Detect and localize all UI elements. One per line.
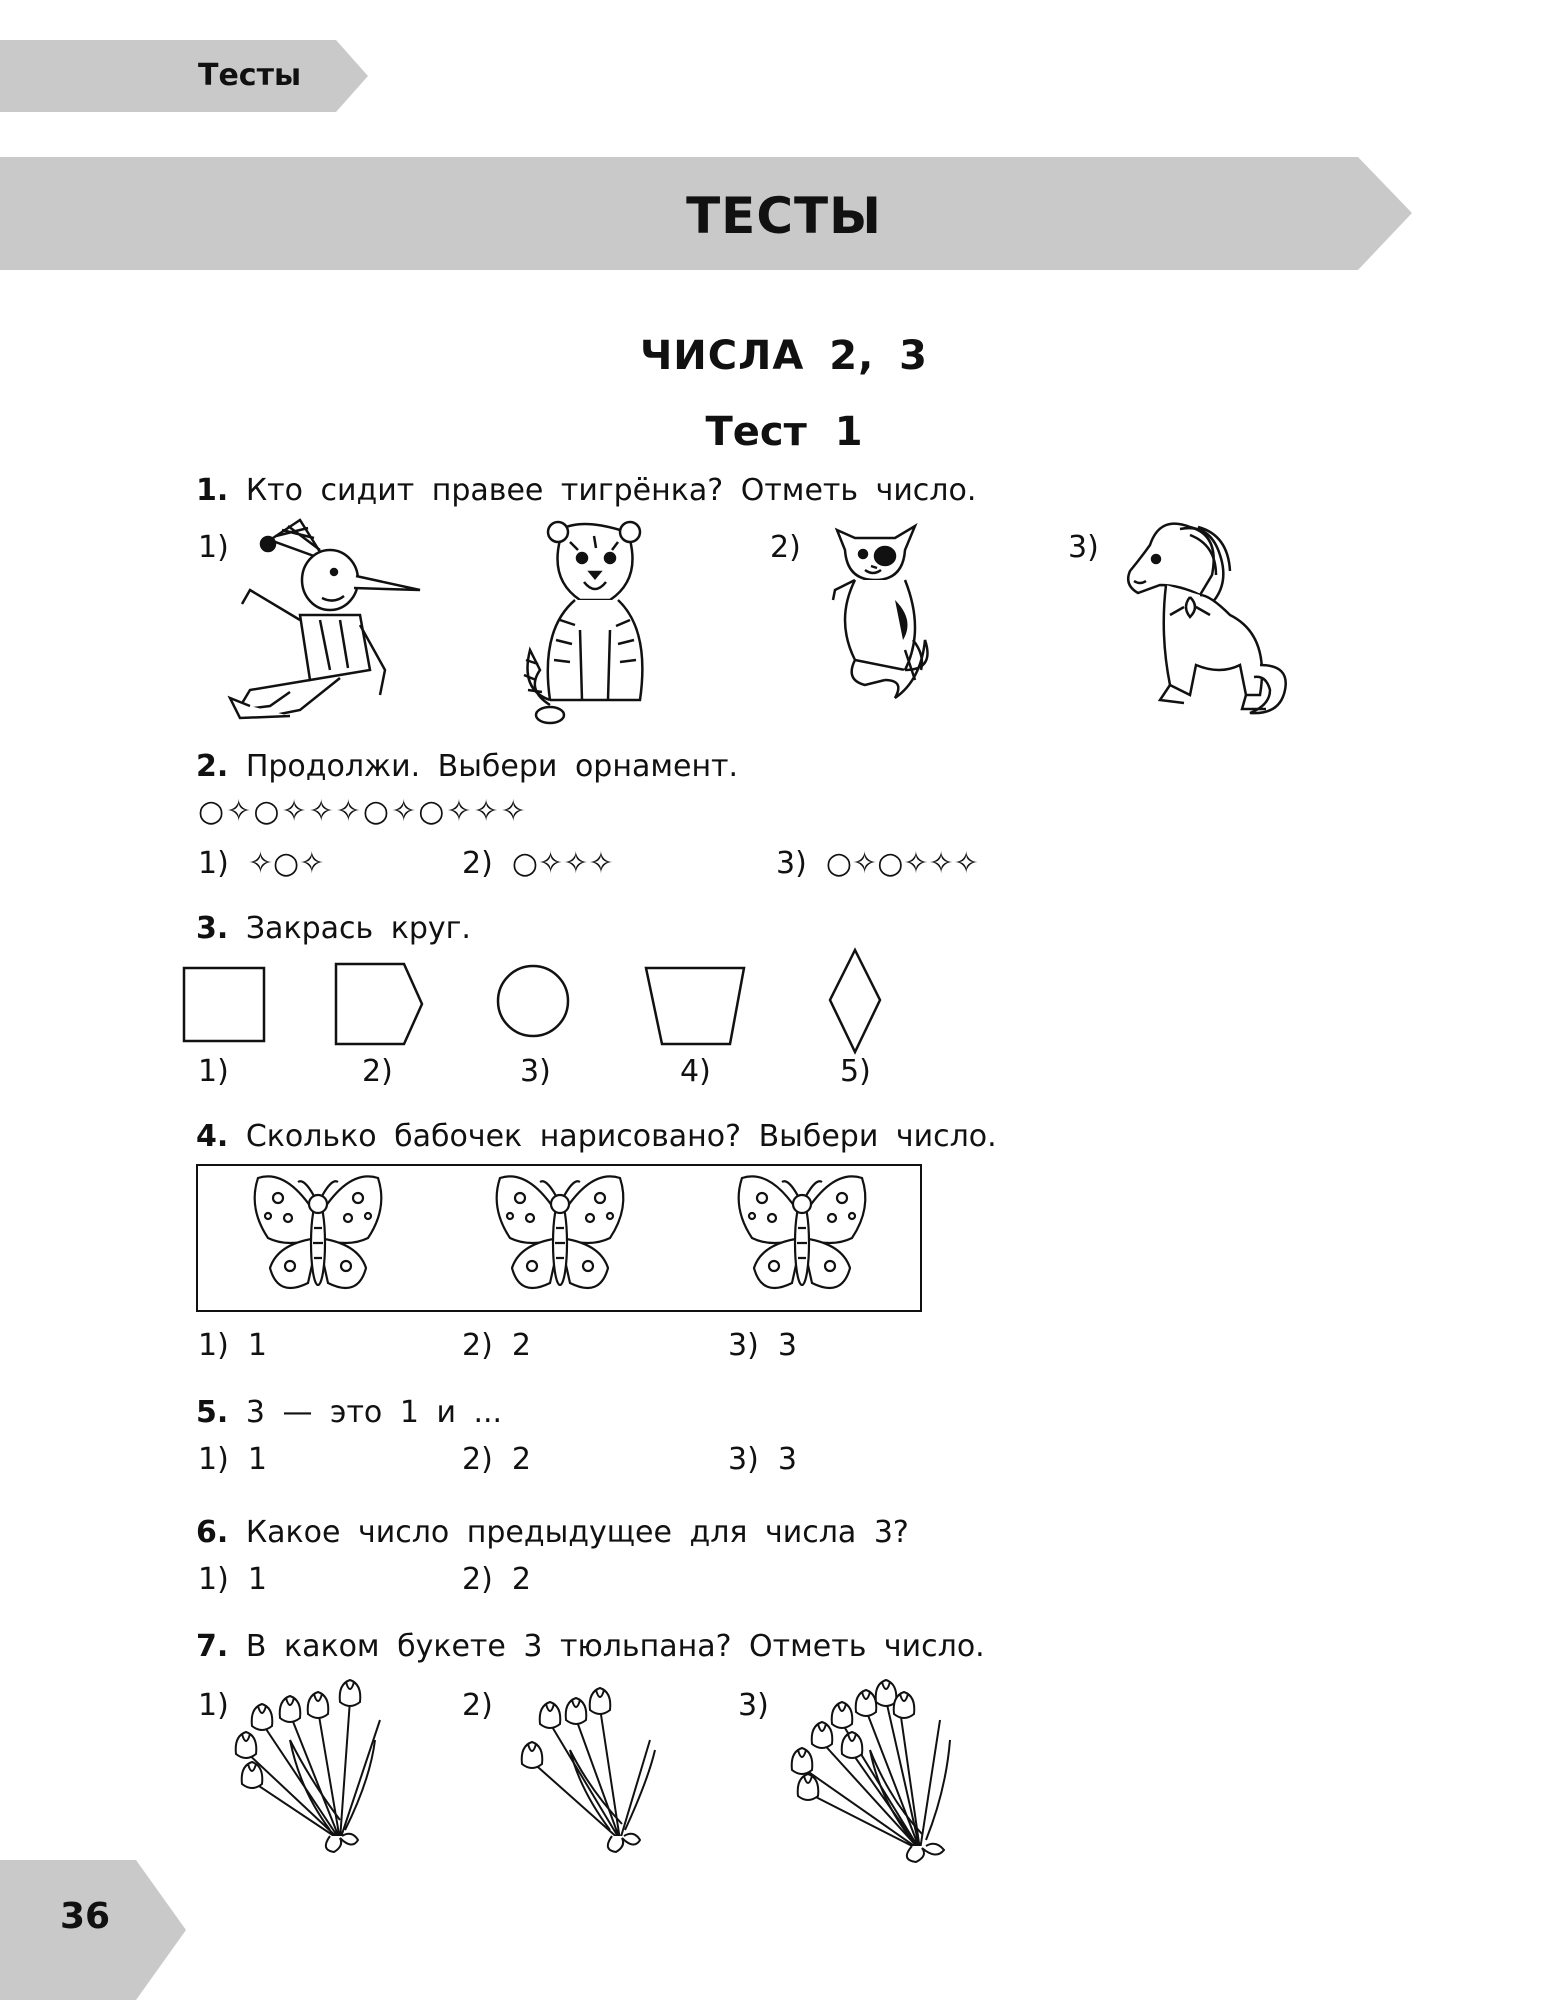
question-2-option-2-label: 2) <box>462 846 493 881</box>
pinocchio-picture <box>230 520 420 720</box>
question-7-option-2[interactable]: 2) <box>462 1688 493 1723</box>
tulip-bouquet-3 <box>792 1680 950 1862</box>
question-4-option-3[interactable] <box>728 1328 797 1364</box>
question-2-number: 2. <box>196 749 229 784</box>
square-shape[interactable] <box>184 968 264 1041</box>
question-3-text: Закрась круг. <box>245 911 471 946</box>
question-5-text: 3 — это 1 и ... <box>245 1395 503 1430</box>
question-5-option-2[interactable] <box>462 1442 531 1478</box>
question-5-option-3[interactable] <box>728 1442 797 1478</box>
question-4-option-2-value: 2 <box>511 1328 531 1363</box>
rhombus-shape[interactable] <box>830 950 880 1052</box>
question-6-option-1-value: 1 <box>247 1562 267 1597</box>
page-number: 36 <box>60 1896 111 1937</box>
test-title: Тест 1 <box>705 409 863 455</box>
question-6-option-2-value: 2 <box>511 1562 531 1597</box>
pony-picture <box>1120 515 1290 720</box>
question-4 <box>196 1118 997 1156</box>
question-2 <box>196 748 738 786</box>
pentagon-shape[interactable] <box>336 964 422 1044</box>
tulip-bouquet-2 <box>522 1688 655 1852</box>
question-1-option-2[interactable]: 2) <box>770 530 801 565</box>
question-3-option-2[interactable]: 2) <box>362 1054 393 1089</box>
question-5 <box>196 1394 502 1432</box>
kitten-picture <box>825 520 945 700</box>
question-3-number: 3. <box>196 911 229 946</box>
question-6-number: 6. <box>196 1515 229 1550</box>
tulip-bouquet-1 <box>236 1680 380 1852</box>
tulip-bouquets <box>0 1680 1545 1860</box>
question-4-option-1-value: 1 <box>247 1328 267 1363</box>
question-5-option-1[interactable] <box>198 1442 267 1478</box>
question-7-option-3[interactable]: 3) <box>738 1688 769 1723</box>
question-7 <box>196 1628 985 1666</box>
question-2-option-3[interactable] <box>776 846 979 882</box>
question-1-option-3[interactable]: 3) <box>1068 530 1099 565</box>
question-3-option-4[interactable]: 4) <box>680 1054 711 1089</box>
question-4-option-3-label: 3) <box>728 1328 759 1363</box>
chapter-title: ТЕСТЫ <box>686 187 882 245</box>
question-7-text: В каком букете 3 тюльпана? Отметь число. <box>245 1629 985 1664</box>
running-header-title: Тесты <box>198 58 302 93</box>
question-5-option-2-label: 2) <box>462 1442 493 1477</box>
question-4-text: Сколько бабочек нарисовано? Выбери число. <box>245 1119 997 1154</box>
question-6-text: Какое число предыдущее для числа 3? <box>245 1515 909 1550</box>
question-2-pattern: ○✧○✧✧✧○✧○✧✧✧ <box>198 794 528 829</box>
question-3-option-5[interactable]: 5) <box>840 1054 871 1089</box>
question-5-option-2-value: 2 <box>511 1442 531 1477</box>
question-4-option-3-value: 3 <box>777 1328 797 1363</box>
question-6-option-1[interactable] <box>198 1562 267 1598</box>
question-1 <box>196 472 976 510</box>
butterfly-3 <box>739 1176 866 1288</box>
butterfly-2 <box>497 1176 624 1288</box>
question-2-option-2-value: ○✧✧✧ <box>511 846 614 881</box>
question-5-number: 5. <box>196 1395 229 1430</box>
question-2-text: Продолжи. Выбери орнамент. <box>245 749 739 784</box>
question-4-option-1[interactable] <box>198 1328 267 1364</box>
question-7-number: 7. <box>196 1629 229 1664</box>
question-6-option-2-label: 2) <box>462 1562 493 1597</box>
question-6-option-2[interactable] <box>462 1562 531 1598</box>
question-3-option-1[interactable]: 1) <box>198 1054 229 1089</box>
question-3-shapes <box>0 950 1545 1060</box>
question-1-option-1[interactable]: 1) <box>198 530 229 565</box>
question-3 <box>196 910 471 948</box>
question-5-option-3-label: 3) <box>728 1442 759 1477</box>
question-4-option-1-label: 1) <box>198 1328 229 1363</box>
section-title: ЧИСЛА 2, 3 <box>639 333 929 379</box>
question-4-option-2-label: 2) <box>462 1328 493 1363</box>
question-4-number: 4. <box>196 1119 229 1154</box>
question-7-option-1[interactable]: 1) <box>198 1688 229 1723</box>
tiger-cub-picture <box>520 520 670 725</box>
question-2-option-3-label: 3) <box>776 846 807 881</box>
question-2-option-1[interactable] <box>198 846 324 882</box>
question-2-option-2[interactable] <box>462 846 613 882</box>
question-5-option-1-value: 1 <box>247 1442 267 1477</box>
question-5-option-3-value: 3 <box>777 1442 797 1477</box>
trapezoid-shape[interactable] <box>646 968 744 1044</box>
question-6-option-1-label: 1) <box>198 1562 229 1597</box>
question-4-option-2[interactable] <box>462 1328 531 1364</box>
question-1-number: 1. <box>196 473 229 508</box>
question-1-text: Кто сидит правее тигрёнка? Отметь число. <box>245 473 977 508</box>
question-3-option-3[interactable]: 3) <box>520 1054 551 1089</box>
question-2-option-1-label: 1) <box>198 846 229 881</box>
butterflies-illustration <box>0 1170 1545 1310</box>
question-5-option-1-label: 1) <box>198 1442 229 1477</box>
butterfly-1 <box>255 1176 382 1288</box>
question-6 <box>196 1514 909 1552</box>
running-header-banner <box>0 40 368 112</box>
circle-shape[interactable] <box>498 966 568 1036</box>
question-2-option-3-value: ○✧○✧✧✧ <box>825 846 979 881</box>
question-2-option-1-value: ✧○✧ <box>247 846 325 881</box>
